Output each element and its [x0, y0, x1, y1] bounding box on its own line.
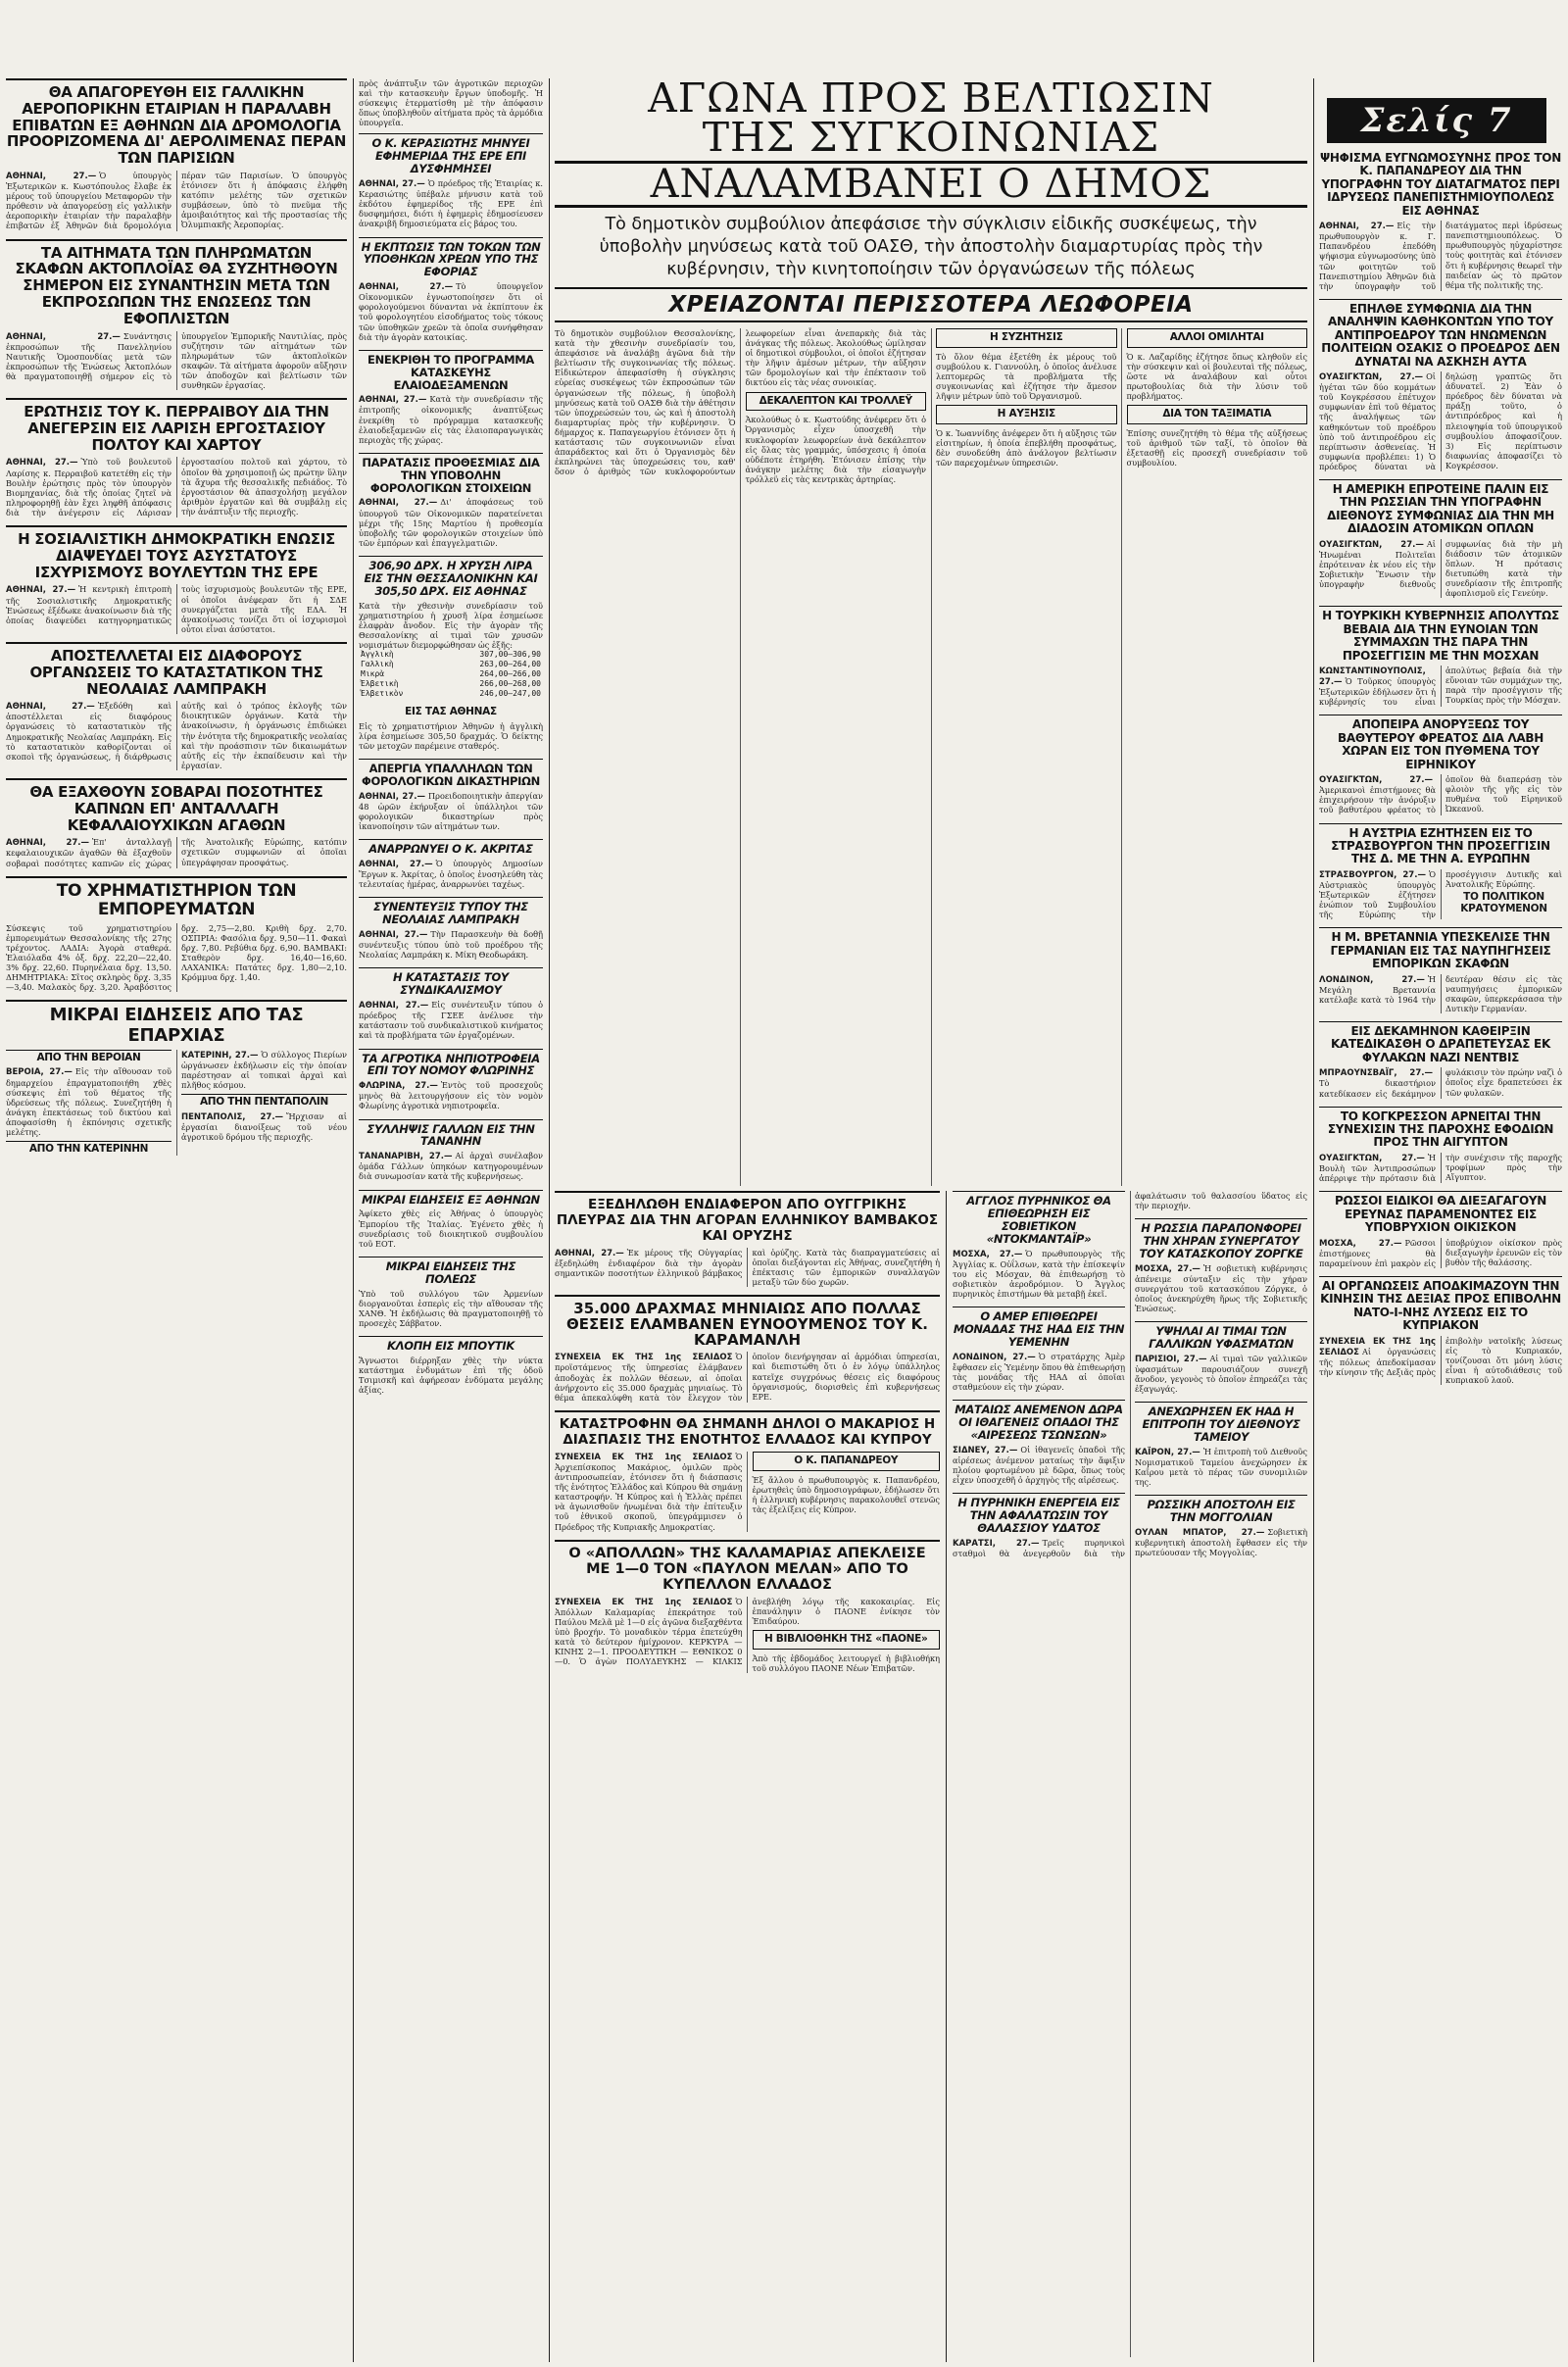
article-headline: ΜΑΤΑΙΩΣ ΑΝΕΜΕΝΟΝ ΔΩΡΑ ΟΙ ΙΘΑΓΕΝΕΙΣ ΟΠΑΔΟΙ ΤΗΣ «ΑΙΡΕΣΕΩΣ ΤΣΩΝΣΩΝ» [953, 1400, 1125, 1442]
article [359, 1336, 543, 1395]
article [1319, 823, 1562, 920]
article-headline: ΕΝΕΚΡΙΘΗ ΤΟ ΠΡΟΓΡΑΜΜΑ ΚΑΤΑΣΚΕΥΗΣ ΕΛΑΙΟΔΕΞΑΜΕΝΩΝ [359, 350, 543, 392]
gold-coin-price: 266,00—268,00 [479, 679, 541, 689]
article [1135, 1402, 1307, 1487]
article-body: ΜΠΡΑΟΥΝΣΒΑΪΓ, 27.—Τὸ δικαστήριον κατεδίκασεν εἰς δεκάμηνον φυλάκισιν τὸν πρώην ναζὶ ὁ ὁποῖος εἶχε δραπετεύσει ἐκ τῶν φυλακῶν. [1319, 1067, 1562, 1099]
article-body: ΑΘΗΝΑΙ, 27.— Ὁ ὑπουργὸς Ἐξωτερικῶν κ. Κωστόπουλος ἔλαβε ἐκ μέρους τοῦ ὑπουργείου Μεταφορῶν τὴν πρόθεσιν νὰ ἀπαγορεύσῃ εἰς γαλλικὴν ἀεροπορικὴν ἑταιρίαν τὴν παραλαβὴν ἐπιβατῶν ἐξ Ἀθηνῶν διὰ δρομολόγια πέραν τῶν Παρισίων. Ὁ ὑπουργὸς ἐτόνισεν ὅτι ἡ ἀπόφασις ἐλήφθη κατόπιν μελέτης τῶν σχετικῶν συμβάσεων, ὑπὸ τὸ πνεῦμα τῆς ἀμοιβαιότητος καὶ τῆς προστασίας τῆς Ὀλυμπιακῆς Ἀεροπορίας. [6, 170, 347, 231]
article [953, 1400, 1125, 1485]
article-body: ΑΘΗΝΑΙ, 27.— Εἰς συνέντευξιν τύπου ὁ πρόεδρος τῆς ΓΣΕΕ ἀνέλυσε τὴν κατάστασιν τοῦ συνδικαλιστικοῦ κινήματος καὶ τὰ προβλήματα τῶν ἐργαζομένων. [359, 1000, 543, 1041]
article-body: ΜΟΣΧΑ, 27.— Ρῶσσοι ἐπιστήμονες θὰ παραμείνουν ἐπὶ μακρὸν εἰς ὑποβρύχιον οἰκίσκον πρὸς διεξαγωγὴν ἐρευνῶν εἰς τὸν βυθὸν τῆς θαλάσσης. [1319, 1237, 1562, 1268]
article [359, 350, 543, 445]
gold-coin-price: 246,00—247,00 [479, 689, 541, 699]
article-body: ΑΘΗΝΑΙ, 27.— Ἐξεδόθη καὶ ἀποστέλλεται εἰς διαφόρους ὀργανώσεις τὸ καταστατικὸν τῆς Δημοκρατικῆς Νεολαίας Λαμπράκη. Εἰς τὸ καταστατικὸν καθορίζονται οἱ σκοποὶ τῆς ὀργανώσεως, ἡ διάρθρωσις αὐτῆς καὶ ὁ τρόπος ἐκλογῆς τῶν διοικητικῶν ὀργάνων. Κατὰ τὴν ἀνακοίνωσιν, ἡ ὀργάνωσις ἐπιδιώκει τὴν ἐνότητα τῆς δημοκρατικῆς νεολαίας καὶ τὴν προάσπισιν τῶν δικαιωμάτων αὐτῆς εἰς τὴν ἐκπαίδευσιν καὶ τὴν ἐργασίαν. [6, 701, 347, 770]
article-headline: Η ΣΟΣΙΑΛΙΣΤΙΚΗ ΔΗΜΟΚΡΑΤΙΚΗ ΕΝΩΣΙΣ ΔΙΑΨΕΥΔΕΙ ΤΟΥΣ ΑΣΥΣΤΑΤΟΥΣ ΙΣΧΥΡΙΣΜΟΥΣ ΒΟΥΛΕΥΤΩΝ ΤΗΣ ΕΡΕ [6, 525, 347, 580]
article [359, 839, 543, 889]
lead-subheadline: ΧΡΕΙΑΖΟΝΤΑΙ ΠΕΡΙΣΣΟΤΕΡΑ ΛΕΩΦΟΡΕΙΑ [555, 287, 1307, 322]
article [6, 78, 347, 231]
article-headline: ΨΗΦΙΣΜΑ ΕΥΓΝΩΜΟΣΥΝΗΣ ΠΡΟΣ ΤΟΝ Κ. ΠΑΠΑΝΔΡΕΟΥ ΔΙΑ ΤΗΝ ΥΠΟΓΡΑΦΗΝ ΤΟΥ ΔΙΑΤΑΓΜΑΤΟΣ ΠΕΡΙ ΙΔΡΥΣΕΩΣ ΠΑΝΕΠΙΣΤΗΜΙΟΥΠΟΛΕΩΣ ΕΙΣ ΑΘΗΝΑΣ [1320, 151, 1561, 218]
article [953, 1191, 1125, 1299]
article-subhead: Η ΒΙΒΛΙΟΘΗΚΗ ΤΗΣ «ΠΑΟΝΕ» [753, 1630, 941, 1650]
article [1319, 1021, 1562, 1099]
gold-price-row [359, 689, 543, 699]
article [359, 133, 543, 228]
column-rule [353, 78, 354, 2362]
article [1135, 1218, 1307, 1313]
article-headline: Η ΕΚΠΤΩΣΙΣ ΤΩΝ ΤΟΚΩΝ ΤΩΝ ΥΠΟΘΗΚΩΝ ΧΡΕΩΝ ΥΠΟ ΤΗΣ ΕΦΟΡΙΑΣ [359, 237, 543, 279]
article-headline: 306,90 ΔΡΧ. Η ΧΡΥΣΗ ΛΙΡΑ ΕΙΣ ΤΗΝ ΘΕΣΣΑΛΟΝΙΚΗΝ ΚΑΙ 305,50 ΔΡΧ. ΕΙΣ ΑΘΗΝΑΣ [359, 556, 543, 598]
article-headline: ΕΙΣ ΤΑΣ ΑΘΗΝΑΣ [405, 706, 497, 718]
article-body: ΟΥΑΣΙΓΚΤΩΝ, 27.— Ἡ Βουλὴ τῶν Ἀντιπροσώπων ἀπέρριψε τὴν πρότασιν διὰ τὴν συνέχισιν τῆς παροχῆς τροφίμων πρὸς τὴν Αἴγυπτον. [1319, 1152, 1562, 1184]
article-headline: ΜΙΚΡΑΙ ΕΙΔΗΣΕΙΣ ΤΗΣ ΠΟΛΕΩΣ [359, 1257, 543, 1286]
gold-coin-price: 263,00—264,00 [479, 660, 541, 669]
article [555, 1410, 940, 1532]
sub-headline: ΑΠΟ ΤΗΝ ΒΕΡΟΙΑΝ [6, 1050, 172, 1064]
article-body: ΣΥΝΕΧΕΙΑ ΕΚ ΤΗΣ 1ης ΣΕΛΙΔΟΣ Ὁ Ἀρχιεπίσκοπος Μακάριος, ὁμιλῶν πρὸς ἀντιπροσωπείαν, ἐτόνισεν ὅτι ἡ διάσπασις τῆς ἑνότητος Ἑλλάδος καὶ Κύπρου θὰ σημάνῃ καταστροφήν. Ἡ Κύπρος καὶ ἡ Ἑλλὰς πρέπει νὰ ἀγωνισθοῦν ἡνωμέναι διὰ τὴν ἐπίτευξιν τοῦ ἐθνικοῦ σκοποῦ, ὑπεγράμμισεν ὁ Πρόεδρος τῆς Κυπριακῆς Δημοκρατίας. Ο Κ. ΠΑΠΑΝΔΡΕΟΥ Ἐξ ἄλλου ὁ πρωθυπουργὸς κ. Παπανδρέου, ἐρωτηθεὶς ὑπὸ δημοσιογράφων, ἐδήλωσεν ὅτι ἡ ἑλληνικὴ κυβέρνησις παρακολουθεῖ στενῶς τὰς ἐξελίξεις εἰς Κύπρον. [555, 1451, 940, 1532]
page-number-masthead: Σελίς 7 [1327, 98, 1546, 143]
sub-body: ΚΑΤΕΡΙΝΗ, 27.— Ὁ σύλλογος Πιερίων ὠργάνωσεν ἐκδήλωσιν εἰς τὴν ὁποίαν παρέστησαν αἱ τοπικαὶ ἀρχαὶ καὶ πλῆθος κόσμου. [181, 1049, 347, 1090]
article-headline: ΕΠΗΛΘΕ ΣΥΜΦΩΝΙΑ ΔΙΑ ΤΗΝ ΑΝΑΛΗΨΙΝ ΚΑΘΗΚΟΝΤΩΝ ΥΠΟ ΤΟΥ ΑΝΤΙΠΡΟΕΔΡΟΥ ΤΩΝ ΗΝΩΜΕΝΩΝ ΠΟΛΙΤΕΙΩΝ ΟΣΑΚΙΣ Ο ΠΡΟΕΔΡΟΣ ΔΕΝ ΔΥΝΑΤΑΙ ΝΑ ΑΣΚΗΣΗ ΑΥΤΑ [1319, 299, 1562, 369]
article [359, 1257, 543, 1328]
article-headline: ΚΑΤΑΣΤΡΟΦΗΝ ΘΑ ΣΗΜΑΝΗ ΔΗΛΟΙ Ο ΜΑΚΑΡΙΟΣ Η ΔΙΑΣΠΑΣΙΣ ΤΗΣ ΕΝΟΤΗΤΟΣ ΕΛΛΑΔΟΣ ΚΑΙ ΚΥΠΡΟΥ [555, 1410, 940, 1448]
article-headline: ΤΟ ΚΟΓΚΡΕΣΣΟΝ ΑΡΝΕΙΤΑΙ ΤΗΝ ΣΥΝΕΧΙΣΙΝ ΤΗΣ ΠΑΡΟΧΗΣ ΕΦΟΔΙΩΝ ΠΡΟΣ ΤΗΝ ΑΙΓΥΠΤΟΝ [1319, 1107, 1562, 1150]
gold-price-row [359, 679, 543, 689]
article-headline: ΣΥΝΕΝΤΕΥΞΙΣ ΤΥΠΟΥ ΤΗΣ ΝΕΟΛΑΙΑΣ ΛΑΜΠΡΑΚΗ [359, 897, 543, 926]
article-headline: Η ΡΩΣΣΙΑ ΠΑΡΑΠΟΝΦΟΡΕΙ ΤΗΝ ΧΗΡΑΝ ΣΥΝΕΡΓΑΤΟΥ ΤΟΥ ΚΑΤΑΣΚΟΠΟΥ ΖΟΡΓΚΕ [1135, 1218, 1307, 1260]
foreign-news [953, 1191, 1307, 2357]
sub-body: ΠΕΝΤΑΠΟΛΙΣ, 27.— Ἤρχισαν αἱ ἐργασίαι διανοίξεως τοῦ νέου ἀγροτικοῦ δρόμου τῆς περιοχῆς. [181, 1110, 347, 1142]
article-subhead: ΤΟ ΠΟΛΙΤΙΚΟΝ ΚΡΑΤΟΥΜΕΝΟΝ [1460, 891, 1547, 914]
article-body: ΣΙΔΝΕΥ, 27.— Οἱ ἰθαγενεῖς ὀπαδοὶ τῆς αἱρέσεως ἀνέμενον ματαίως τὴν ἄφιξιν πλοίου φορτωμένου μὲ δῶρα, ὅπως τοὺς εἶχεν ὑποσχεθῆ ὁ ἀρχηγὸς τῆς αἱρέσεως. [953, 1444, 1125, 1485]
article-headline: Η ΤΟΥΡΚΙΚΗ ΚΥΒΕΡΝΗΣΙΣ ΑΠΟΛΥΤΩΣ ΒΕΒΑΙΑ ΔΙΑ ΤΗΝ ΕΥΝΟΙΑΝ ΤΩΝ ΣΥΜΜΑΧΩΝ ΤΗΣ ΠΑΡΑ ΤΗΝ ΠΡΟΣΕΓΓΙΣΙΝ ΜΕ ΤΗΝ ΜΟΣΧΑΝ [1319, 606, 1562, 663]
article-body: ΜΟΣΧΑ, 27.— Ὁ πρωθυπουργὸς τῆς Ἀγγλίας κ. Οὐΐλσων, κατὰ τὴν ἐπίσκεψίν του εἰς Μόσχαν, θὰ ἐπιθεωρήσῃ τὸ σοβιετικὸν ἀεροδρόμιον. Ὁ Ἄγγλος πυρηνικὸς ἐπιστήμων θὰ μεταβῇ ἐκεῖ. [953, 1248, 1125, 1299]
column-2 [359, 78, 543, 2362]
article [1319, 606, 1562, 707]
article-body: ΑΘΗΝΑΙ, 27.— Προειδοποιητικὴν ἀπεργίαν 48 ὡρῶν ἐκήρυξαν οἱ ὑπάλληλοι τῶν φορολογικῶν δικαστηρίων πρὸς ἱκανοποίησιν τῶν αἰτημάτων των. [359, 790, 543, 832]
article-body: ΟΥΛΑΝ ΜΠΑΤΟΡ, 27.— Σοβιετικὴ κυβερνητικὴ ἀποστολὴ ἔφθασεν εἰς τὴν πρωτεύουσαν τῆς Μογγολίας. [1135, 1527, 1307, 1558]
article-body: ΑΘΗΝΑΙ, 27.— Ἐπ' ἀνταλλαγῇ κεφαλαιουχικῶν ἀγαθῶν θὰ ἐξαχθοῦν σοβαραὶ ποσότητες καπνῶν εἰς χώρας τῆς Ἀνατολικῆς Εὐρώπης, κατόπιν σχετικῶν συμφωνιῶν αἱ ὁποῖαι ὑπεγράφησαν προσφάτως. [6, 837, 347, 868]
article-headline: ΕΞΕΔΗΛΩΘΗ ΕΝΔΙΑΦΕΡΟΝ ΑΠΟ ΟΥΓΓΡΙΚΗΣ ΠΛΕΥΡΑΣ ΔΙΑ ΤΗΝ ΑΓΟΡΑΝ ΕΛΛΗΝΙΚΟΥ ΒΑΜΒΑΚΟΣ ΚΑΙ ΟΡΥΖΗΣ [555, 1191, 940, 1244]
article [555, 1540, 940, 1673]
lead-headline-line-3: ΑΝΑΛΑΜΒΑΝΕΙ Ο ΔΗΜΟΣ [555, 161, 1307, 208]
article [359, 237, 543, 342]
article-headline: ΣΥΛΛΗΨΙΣ ΓΑΛΛΩΝ ΕΙΣ ΤΗΝ ΤΑΝΑΝΗΝ [359, 1119, 543, 1149]
article-headline: ΤΑ ΑΙΤΗΜΑΤΑ ΤΩΝ ΠΛΗΡΩΜΑΤΩΝ ΣΚΑΦΩΝ ΑΚΤΟΠΛΟΪΑΣ ΘΑ ΣΥΖΗΤΗΘΟΥΝ ΣΗΜΕΡΟΝ ΕΙΣ ΣΥΝΑΝΤΗΣΙΝ ΜΕΤΑ ΤΩΝ ΕΚΠΡΟΣΩΠΩΝ ΤΗΣ ΕΝΩΣΕΩΣ ΤΩΝ ΕΦΟΠΛΙΣΤΩΝ [6, 239, 347, 327]
column-4 [953, 1191, 1307, 2362]
article-body: ΚΑΪΡΟΝ, 27.— Ἡ ἐπιτροπὴ τοῦ Διεθνοῦς Νομισματικοῦ Ταμείου ἀνεχώρησεν ἐκ Καΐρου μετὰ τὸ πέρας τῶν συνομιλιῶν της. [1135, 1447, 1307, 1488]
gold-coin-price: 264,00—266,00 [479, 669, 541, 679]
lead-subhead: Η ΑΥΞΗΣΙΣ [936, 405, 1117, 424]
article-body: ΑΘΗΝΑΙ, 27.— Εἰς τὴν πρωθυπουργὸν κ. Γ. Παπανδρέου ἐπεδόθη ψήφισμα εὐγνωμοσύνης ὑπὸ τῶν φοιτητῶν τοῦ Πανεπιστημίου Ἀθηνῶν διὰ τὴν ὑπογραφὴν τοῦ διατάγματος περὶ ἱδρύσεως πανεπιστημιουπόλεως. Ὁ πρωθυπουργὸς ηὐχαρίστησε τοὺς φοιτητὰς καὶ ἐτόνισεν ὅτι ἡ κυβέρνησις θεωρεῖ τὴν παιδείαν ὡς τὸ πρῶτον θέμα τῆς πολιτικῆς της. [1319, 221, 1562, 291]
article [1319, 715, 1562, 814]
gold-coin-name: Ἐλβετικὴ [361, 679, 399, 689]
article [1319, 149, 1562, 291]
article-body: ΣΥΝΕΧΕΙΑ ΕΚ ΤΗΣ 1ης ΣΕΛΙΔΟΣ Αἱ ὀργανώσεις τῆς πόλεως ἀπεδοκίμασαν τὴν κίνησιν τῆς Δεξιᾶς πρὸς ἐπιβολὴν νατοϊκῆς λύσεως εἰς τὸ Κυπριακόν, τονίζουσαι ὅτι μόνη λύσις εἶναι ἡ αὐτοδιάθεσις τοῦ κυπριακοῦ λαοῦ. [1319, 1335, 1562, 1385]
article [953, 1307, 1125, 1392]
article-headline: ΤΟ ΧΡΗΜΑΤΙΣΤΗΡΙΟΝ ΤΩΝ ΕΜΠΟΡΕΥΜΑΤΩΝ [6, 876, 347, 919]
article-headline: ΑΝΑΡΡΩΝΥΕΙ Ο Κ. ΑΚΡΙΤΑΣ [359, 839, 543, 856]
article-headline: ΑΝΕΧΩΡΗΣΕΝ ΕΚ ΗΑΔ Η ΕΠΙΤΡΟΠΗ ΤΟΥ ΔΙΕΘΝΟΥΣ ΤΑΜΕΙΟΥ [1135, 1402, 1307, 1444]
article [1319, 1191, 1562, 1268]
article-body: Εἰς τὸ χρηματιστήριον Ἀθηνῶν ἡ ἀγγλικὴ λίρα ἐσημείωσε 305,50 δραχμάς. Ὁ δείκτης τῶν μετοχῶν παρέμεινε σταθερός. [359, 720, 543, 751]
article-body: ΣΥΝΕΧΕΙΑ ΕΚ ΤΗΣ 1ης ΣΕΛΙΔΟΣ Ὁ προϊστάμενος τῆς ὑπηρεσίας ἐλάμβανεν ἀποδοχὰς ἐκ πολλῶν θέσεων, αἱ ὁποῖαι ἀνήρχοντο εἰς 35.000 δραχμὰς μηνιαίως. Τὸ θέμα ἀπεκαλύφθη κατὰ τὸν ἔλεγχον τὸν ὁποῖον διενήργησαν αἱ ἁρμόδιαι ὑπηρεσίαι, καὶ διεπιστώθη ὅτι ὁ ἐν λόγῳ ὑπάλληλος κατεῖχε συγχρόνως θέσεις εἰς διαφόρους ὀργανισμούς, διορισθεὶς ἐπὶ κυβερνήσεως ΕΡΕ. [555, 1352, 940, 1403]
article [359, 967, 543, 1040]
article-body: ΑΘΗΝΑΙ, 27.— Δι' ἀποφάσεως τοῦ ὑπουργοῦ τῶν Οἰκονομικῶν παρατείνεται μέχρι τῆς 15ης Μαρτίου ἡ προθεσμία ὑποβολῆς τῶν φορολογικῶν στοιχείων ὑπὸ τῶν ἐμπόρων καὶ ἐπαγγελματιῶν. [359, 497, 543, 548]
column-5 [1319, 149, 1562, 2362]
article [555, 1295, 940, 1402]
article-headline: Η ΚΑΤΑΣΤΑΣΙΣ ΤΟΥ ΣΥΝΔΙΚΑΛΙΣΜΟΥ [359, 967, 543, 997]
article [1135, 1495, 1307, 1557]
column-rule [549, 78, 550, 2362]
article-headline: ΠΑΡΑΤΑΣΙΣ ΠΡΟΘΕΣΜΙΑΣ ΔΙΑ ΤΗΝ ΥΠΟΒΟΛΗΝ ΦΟΡΟΛΟΓΙΚΩΝ ΣΤΟΙΧΕΙΩΝ [359, 453, 543, 495]
article-body: ΑΘΗΝΑΙ, 27.— Ὑπὸ τοῦ βουλευτοῦ Λαρίσης κ. Περραιβοῦ κατετέθη εἰς τὴν Βουλὴν ἐρώτησις πρὸς τὸν ὑπουργὸν Βιομηχανίας, διὰ τῆς ὁποίας ζητεῖ νὰ πληροφορηθῇ ἐὰν ἔχει ληφθῆ ἀπόφασις διὰ τὴν ἀνέγερσιν εἰς Λάρισαν ἐργοστασίου πολτοῦ καὶ χάρτου, τὸ ὁποῖον θὰ χρησιμοποιῇ ὡς πρώτην ὕλην τὰ ἄχυρα τῆς θεσσαλικῆς πεδιάδος. Τὸ ἐργοστάσιον θὰ ἀπασχολήσῃ μεγάλον ἀριθμὸν ἐργατῶν καὶ θὰ συμβάλῃ εἰς τὴν ἀνάπτυξιν τῆς περιοχῆς. [6, 457, 347, 518]
article [1135, 1321, 1307, 1394]
article [359, 1119, 543, 1182]
gold-coin-price: 307,00—306,90 [479, 650, 541, 660]
article-headline: ΘΑ ΕΞΑΧΘΟΥΝ ΣΟΒΑΡΑΙ ΠΟΣΟΤΗΤΕΣ ΚΑΠΝΩΝ ΕΠ' ΑΝΤΑΛΛΑΓΗ ΚΕΦΑΛΑΙΟΥΧΙΚΩΝ ΑΓΑΘΩΝ [6, 778, 347, 833]
article-headline: Ο Κ. ΚΕΡΑΣΙΩΤΗΣ ΜΗΝΥΕΙ ΕΦΗΜΕΡΙΔΑ ΤΗΣ ΕΡΕ ΕΠΙ ΔΥΣΦΗΜΗΣΕΙ [359, 133, 543, 175]
article-headline: Η Μ. ΒΡΕΤΑΝΝΙΑ ΥΠΕΣΚΕΛΙΣΕ ΤΗΝ ΓΕΡΜΑΝΙΑΝ ΕΙΣ ΤΑΣ ΝΑΥΠΗΓΗΣΕΙΣ ΕΜΠΟΡΙΚΩΝ ΣΚΑΦΩΝ [1319, 927, 1562, 970]
article-body: ΑΘΗΝΑΙ, 27.— Κατὰ τὴν συνεδρίασιν τῆς ἐπιτροπῆς οἰκονομικῆς ἀναπτύξεως ἐνεκρίθη τὸ πρόγραμμα κατασκευῆς ἐλαιοδεξαμενῶν εἰς τὰς ἐλαιοπαραγωγικὰς περιοχὰς τῆς χώρας. [359, 394, 543, 445]
article-headline: ΑΠΟΠΕΙΡΑ ΑΝΟΡΥΞΕΩΣ ΤΟΥ ΒΑΘΥΤΕΡΟΥ ΦΡΕΑΤΟΣ ΔΙΑ ΛΑΒΗ ΧΩΡΑΝ ΕΙΣ ΤΟΝ ΠΥΘΜΕΝΑ ΤΟΥ ΕΙΡΗΝΙΚΟΥ [1319, 715, 1562, 771]
article [1319, 927, 1562, 1013]
article-headline: Ο ΑΜΕΡ ΕΠΙΘΕΩΡΕΙ ΜΟΝΑΔΑΣ ΤΗΣ ΗΑΔ ΕΙΣ ΤΗΝ ΥΕΜΕΝΗΝ [953, 1307, 1125, 1349]
article [6, 239, 347, 391]
gold-coin-name: Ἑλβετικὸν [361, 689, 404, 699]
center-lower-left [555, 1191, 940, 2362]
lead-story [555, 78, 1307, 1186]
gold-price-row [359, 660, 543, 669]
article-body: ΛΟΝΔΙΝΟΝ, 27.— Ὁ στρατάρχης Ἀμὲρ ἔφθασεν εἰς Ὑεμένην ὅπου θὰ ἐπιθεωρήσῃ τὰς μονάδας τῆς ΗΑΔ αἱ ὁποῖαι σταθμεύουν εἰς τὴν χώραν. [953, 1351, 1125, 1392]
article-body: Ἀφίκετο χθὲς εἰς Ἀθήνας ὁ ὑπουργὸς Ἐμπορίου τῆς Ἰταλίας. Ἐγένετο χθὲς ἡ συνεδρίασις τοῦ διοικητικοῦ συμβουλίου τοῦ ΕΟΤ. [359, 1208, 543, 1249]
article [359, 897, 543, 960]
article [1319, 1276, 1562, 1385]
article-headline: ΑΓΓΛΟΣ ΠΥΡΗΝΙΚΟΣ ΘΑ ΕΠΙΘΕΩΡΗΣΗ ΕΙΣ ΣΟΒΙΕΤΙΚΟΝ «ΝΤΟΚΜΑΝΤΑΪΡ» [953, 1191, 1125, 1246]
article-body: ΚΩΝΣΤΑΝΤΙΝΟΥΠΟΛΙΣ, 27.— Ὁ Τοῦρκος ὑπουργὸς Ἐξωτερικῶν ἐδήλωσεν ὅτι ἡ κυβέρνησίς του εἶναι ἀπολύτως βεβαία διὰ τὴν εὔνοιαν τῶν συμμάχων της, παρὰ τὴν προσέγγισιν τῆς Τουρκίας πρὸς τὴν Μόσχαν. [1319, 666, 1562, 708]
article-body: ΑΘΗΝΑΙ, 27.— Ὁ ὑπουργὸς Δημοσίων Ἔργων κ. Ἀκρίτας, ὁ ὁποῖος ἐνοσηλεύθη τὰς τελευταίας ἡμέρας, ἀναρρωνύει ταχέως. [359, 859, 543, 890]
article-body: ΑΘΗΝΑΙ, 27.— Ἡ κεντρικὴ ἐπιτροπὴ τῆς Σοσιαλιστικῆς Δημοκρατικῆς Ἑνώσεως ἐξέδωκε ἀνακοίνωσιν διὰ τῆς ὁποίας διαψεύδει κατηγορηματικῶς τοὺς ἰσχυρισμοὺς βουλευτῶν τῆς ΕΡΕ, οἱ ὁποῖοι ἀνέφεραν ὅτι ἡ ΣΔΕ συνεργάζεται μετὰ τῆς ΕΔΑ. Ἡ ἀνακοίνωσις τονίζει ὅτι οἱ ἰσχυρισμοὶ οὗτοι εἶναι ἀσύστατοι. [6, 584, 347, 634]
gold-coin-name: Γαλλικὴ [361, 660, 394, 669]
article-headline: ΥΨΗΛΑΙ ΑΙ ΤΙΜΑΙ ΤΩΝ ΓΑΛΛΙΚΩΝ ΥΦΑΣΜΑΤΩΝ [1135, 1321, 1307, 1351]
article [359, 556, 543, 699]
article-body: ΚΑΡΑΤΣΙ, 27.— Τρεῖς πυρηνικοὶ σταθμοὶ θὰ ἀνεγερθοῦν διὰ τὴν ἀφαλάτωσιν τοῦ θαλασσίου ὕδατος εἰς τὴν περιοχήν. [953, 1191, 1307, 1558]
article-headline: ΜΙΚΡΑΙ ΕΙΔΗΣΕΙΣ ΕΞ ΑΘΗΝΩΝ [359, 1190, 543, 1207]
article [359, 707, 543, 751]
article [1319, 1107, 1562, 1184]
section [6, 1000, 347, 1155]
article-body: ΟΥΑΣΙΓΚΤΩΝ, 27.—Ἀμερικανοὶ ἐπιστήμονες θὰ ἐπιχειρήσουν τὴν ἀνόρυξιν τοῦ βαθυτέρου φρέατος τὸ ὁποῖον θὰ διαπεράσῃ τὸν φλοιὸν τῆς γῆς εἰς τὸν πυθμένα τοῦ Εἰρηνικοῦ Ὠκεανοῦ. [1319, 774, 1562, 815]
article-headline: Ο «ΑΠΟΛΛΩΝ» ΤΗΣ ΚΑΛΑΜΑΡΙΑΣ ΑΠΕΚΛΕΙΣΕ ΜΕ 1—0 ΤΟΝ «ΠΑΥΛΟΝ ΜΕΛΑΝ» ΑΠΟ ΤΟ ΚΥΠΕΛΛΟΝ ΕΛΛΑΔΟΣ [555, 1540, 940, 1593]
section-body [6, 1050, 347, 1156]
lead-subhead: ΑΛΛΟΙ ΟΜΙΛΗΤΑΙ [1127, 328, 1308, 348]
article-headline: Η ΑΜΕΡΙΚΗ ΕΠΡΟΤΕΙΝΕ ΠΑΛΙΝ ΕΙΣ ΤΗΝ ΡΩΣΣΙΑΝ ΤΗΝ ΥΠΟΓΡΑΦΗΝ ΔΙΕΘΝΟΥΣ ΣΥΜΦΩΝΙΑΣ ΔΙΑ ΤΗΝ ΜΗ ΔΙΑΔΟΣΙΝ ΑΤΟΜΙΚΩΝ ΟΠΛΩΝ [1319, 479, 1562, 536]
article [359, 759, 543, 831]
article-body: ΟΥΑΣΙΓΚΤΩΝ, 27.— Αἱ Ἡνωμέναι Πολιτεῖαι ἐπρότειναν ἐκ νέου εἰς τὴν Σοβιετικὴν Ἕνωσιν τὴν ὑπογραφὴν διεθνοῦς συμφωνίας διὰ τὴν μὴ διάδοσιν τῶν ἀτομικῶν ὅπλων. Ἡ πρότασις διετυπώθη κατὰ τὴν συνεδρίασιν τῆς ἐπιτροπῆς ἀφοπλισμοῦ εἰς Γενεύην. [1319, 538, 1562, 599]
lead-body: Τὸ δημοτικὸν συμβούλιον Θεσσαλονίκης, κατὰ τὴν χθεσινὴν συνεδρίασίν του, ἀπεφάσισε νὰ ἀναλάβῃ ἀγῶνα διὰ τὴν βελτίωσιν τῆς συγκοινωνίας τῆς πόλεως. Εἰδικώτερον ἀπεφασίσθη ἡ σύγκλησις εὐρείας συσκέψεως τῶν ἐκπροσώπων τῶν ὀργανώσεων τῆς πόλεως, ἡ ὑποβολὴ μηνύσεως κατὰ τοῦ ΟΑΣΘ διὰ τὴν ἀθέτησιν τῶν ὑποχρεώσεών του, ὡς καὶ ἡ ἀποστολὴ διαμαρτυρίας πρὸς τὴν κυβέρνησιν. Ὁ δήμαρχος κ. Παπαγεωργίου ἐτόνισεν ὅτι ἡ κατάστασις τῶν συγκοινωνιῶν εἶναι ἀπαράδεκτος καὶ ὅτι ὁ Ὀργανισμὸς δὲν ἐκπληρώνει τὰς ὑποχρεώσεις του, καθ' ὅσον ὁ ἀριθμὸς τῶν κυκλοφορούντων λεωφορείων εἶναι ἀνεπαρκὴς διὰ τὰς ἀνάγκας τῆς πόλεως. Ἀκολούθως ὡμίλησαν οἱ δημοτικοὶ σύμβουλοι, οἱ ὁποῖοι ἐζήτησαν τὴν λῆψιν ἀμέσων μέτρων, τὴν αὔξησιν τῶν δρομολογίων καὶ τὴν ἐπέκτασιν τοῦ δικτύου εἰς τὰς νέας συνοικίας. ΔΕΚΑΛΕΠΤΟΝ ΚΑΙ ΤΡΟΛΛΕΫ Ἀκολούθως ὁ κ. Κωστούδης ἀνέφερεν ὅτι ὁ Ὀργανισμὸς εἶχεν ὑποσχεθῆ τὴν κυκλοφορίαν λεωφορείων ἀνὰ δεκάλεπτον εἰς ὅλας τὰς γραμμάς, ὑπόσχεσις ἡ ὁποία οὐδέποτε ἐτηρήθη. Ἐτόνισεν ἐπίσης τὴν ἀνάγκην μελέτης διὰ τὴν εἰσαγωγὴν τρόλλεϋ εἰς τὰς κεντρικὰς ἀρτηρίας. Η ΣΥΖΗΤΗΣΙΣ Τὸ ὅλον θέμα ἐξετέθη ἐκ μέρους τοῦ συμβούλου κ. Γιαννούλη, ὁ ὁποῖος ἀνέλυσε λεπτομερῶς τὰ προβλήματα τῆς συγκοινωνίας καὶ ἐζήτησε τὴν ἄμεσον λῆψιν μέτρων ὑπὸ τοῦ Ὀργανισμοῦ. Η ΑΥΞΗΣΙΣ Ὁ κ. Ἰωαννίδης ἀνέφερεν ὅτι ἡ αὔξησις τῶν εἰσιτηρίων, ἡ ὁποία ἐπεβλήθη προσφάτως, δὲν συνοδεύθη ἀπὸ ἀνάλογον βελτίωσιν τῶν παρεχομένων ὑπηρεσιῶν. ΑΛΛΟΙ ΟΜΙΛΗΤΑΙ Ὁ κ. Λαζαρίδης ἐζήτησε ὅπως κληθοῦν εἰς τὴν σύσκεψιν καὶ οἱ βουλευταὶ τῆς πόλεως, ὥστε νὰ ἀναλάβουν καὶ οὗτοι πρωτοβουλίας διὰ τὴν λύσιν τοῦ προβλήματος. ΔΙΑ ΤΟΝ ΤΑΞΙΜΑΤΙΑ Ἐπίσης συνεζητήθη τὸ θέμα τῆς αὐξήσεως τοῦ ἀριθμοῦ τῶν ταξί, τὸ ὁποῖον θὰ ἐξετασθῇ εἰς προσεχῆ συνεδρίασιν τοῦ συμβουλίου. [555, 328, 1307, 484]
article-body: ΑΘΗΝΑΙ, 27.— Τὴν Παρασκευὴν θὰ δοθῇ συνέντευξις τύπου ὑπὸ τοῦ προέδρου τῆς Νεολαίας Λαμπράκη κ. Μίκη Θεοδωράκη. [359, 929, 543, 961]
column-1 [6, 78, 347, 2362]
section-headline: ΜΙΚΡΑΙ ΕΙΔΗΣΕΙΣ ΑΠΟ ΤΑΣ ΕΠΑΡΧΙΑΣ [6, 1000, 347, 1045]
article [359, 453, 543, 548]
article-headline: ΑΙ ΟΡΓΑΝΩΣΕΙΣ ΑΠΟΔΚΙΜΑΖΟΥΝ ΤΗΝ ΚΙΝΗΣΙΝ ΤΗΣ ΔΕΞΙΑΣ ΠΡΟΣ ΕΠΙΒΟΛΗΝ ΝΑΤΟ-Ι-ΝΗΣ ΛΥΣΕΩΣ ΕΙΣ ΤΟ ΚΥΠΡΙΑΚΟΝ [1319, 1276, 1562, 1333]
article-subhead: Ο Κ. ΠΑΠΑΝΔΡΕΟΥ [753, 1452, 941, 1471]
article-headline: ΕΡΩΤΗΣΙΣ ΤΟΥ Κ. ΠΕΡΡΑΙΒΟΥ ΔΙΑ ΤΗΝ ΑΝΕΓΕΡΣΙΝ ΕΙΣ ΛΑΡΙΣΗ ΕΡΓΟΣΤΑΣΙΟΥ ΠΟΛΤΟΥ ΚΑΙ ΧΑΡΤΟΥ [6, 398, 347, 453]
article-body: Ὑπὸ τοῦ συλλόγου τῶν Ἀρμενίων διοργανοῦται ἑσπερὶς εἰς τὴν αἴθουσαν τῆς ΧΑΝΘ. Ἡ ἐκδήλωσις θὰ πραγματοποιηθῇ τὸ προσεχὲς Σάββατον. [359, 1288, 543, 1328]
article-body: Ἄγνωστοι διέρρηξαν χθὲς τὴν νύκτα κατάστημα ἐνδυμάτων ἐπὶ τῆς ὁδοῦ Τσιμισκῆ καὶ ἀφήρεσαν ἐνδύματα μεγάλης ἀξίας. [359, 1355, 543, 1396]
article [6, 398, 347, 518]
article-body: ΤΑΝΑΝΑΡΙΒΗ, 27.— Αἱ ἀρχαὶ συνέλαβον ὁμάδα Γάλλων ὑπηκόων κατηγορουμένων διὰ συνωμοσίαν κατὰ τῆς κυβερνήσεως. [359, 1151, 543, 1182]
article [6, 642, 347, 770]
article-body: ΦΛΩΡΙΝΑ, 27.— Ἐντὸς τοῦ προσεχοῦς μηνὸς θὰ λειτουργήσουν εἰς τὸν νομὸν Φλωρίνης ἀγροτικὰ νηπιοτροφεῖα. [359, 1080, 543, 1111]
column-rule [946, 1191, 947, 2362]
article-headline: ΡΩΣΣΙΚΗ ΑΠΟΣΤΟΛΗ ΕΙΣ ΤΗΝ ΜΟΓΓΟΛΙΑΝ [1135, 1495, 1307, 1524]
article-body: ΟΥΑΣΙΓΚΤΩΝ, 27.— Οἱ ἡγέται τῶν δύο κομμάτων τοῦ Κογκρέσσου ἐπέτυχον συμφωνίαν ἐπὶ τοῦ θέματος τῆς ἀναλήψεως τῶν καθηκόντων τοῦ προέδρου ὑπὸ τοῦ ἀντιπροέδρου εἰς περίπτωσιν ἀσθενείας. Ἡ συμφωνία προβλέπει: 1) Ὁ πρόεδρος δύναται νὰ δηλώσῃ γραπτῶς ὅτι ἀδυνατεῖ. 2) Ἐὰν ὁ πρόεδρος δὲν δύναται νὰ πράξῃ τοῦτο, ὁ ἀντιπρόεδρος καὶ ἡ πλειοψηφία τοῦ ὑπουργικοῦ συμβουλίου ἀποφασίζουν. 3) Εἰς περίπτωσιν διαφωνίας ἀποφασίζει τὸ Κογκρέσσον. [1319, 371, 1562, 471]
article [6, 525, 347, 634]
article-body: ΠΑΡΙΣΙΟΙ, 27.— Αἱ τιμαὶ τῶν γαλλικῶν ὑφασμάτων παρουσιάζουν συνεχῆ ἄνοδον, γεγονὸς τὸ ὁποῖον ἐπηρεάζει τὰς ἐξαγωγάς. [1135, 1354, 1307, 1395]
article [6, 778, 347, 868]
article-body: Κατὰ τὴν χθεσινὴν συνεδρίασιν τοῦ χρηματιστηρίου ἡ χρυσῆ λίρα ἐσημείωσε ἐλαφρὰν ἄνοδον. Εἰς τὴν ἀγορὰν τῆς Θεσσαλονίκης αἱ τιμαὶ τῶν χρυσῶν νομισμάτων διεμορφώθησαν ὡς ἑξῆς: [359, 600, 543, 650]
article-headline: ΤΑ ΑΓΡΟΤΙΚΑ ΝΗΠΙΟΤΡΟΦΕΙΑ ΕΠΙ ΤΟΥ ΝΟΜΟΥ ΦΛΩΡΙΝΗΣ [359, 1049, 543, 1078]
article-headline: ΑΠΕΡΓΙΑ ΥΠΑΛΛΗΛΩΝ ΤΩΝ ΦΟΡΟΛΟΓΙΚΩΝ ΔΙΚΑΣΤΗΡΙΩΝ [359, 759, 543, 788]
article-headline: ΑΠΟΣΤΕΛΛΕΤΑΙ ΕΙΣ ΔΙΑΦΟΡΟΥΣ ΟΡΓΑΝΩΣΕΙΣ ΤΟ ΚΑΤΑΣΤΑΤΙΚΟΝ ΤΗΣ ΝΕΟΛΑΙΑΣ ΛΑΜΠΡΑΚΗ [6, 642, 347, 697]
article-body: ΣΤΡΑΣΒΟΥΡΓΟΝ, 27.— Ὁ Αὐστριακὸς ὑπουργὸς Ἐξωτερικῶν ἐζήτησεν ἐνώπιον τοῦ Συμβουλίου τῆς Εὐρώπης τὴν προσέγγισιν Δυτικῆς καὶ Ἀνατολικῆς Εὐρώπης. ΤΟ ΠΟΛΙΤΙΚΟΝ ΚΡΑΤΟΥΜΕΝΟΝ [1319, 868, 1562, 920]
sub-headline: ΑΠΟ ΤΗΝ ΚΑΤΕΡΙΝΗΝ [6, 1141, 172, 1156]
article [1319, 299, 1562, 471]
article-headline: Η ΠΥΡΗΝΙΚΗ ΕΝΕΡΓΕΙΑ ΕΙΣ ΤΗΝ ΑΦΑΛΑΤΩΣΙΝ ΤΟΥ ΘΑΛΑΣΣΙΟΥ ΥΔΑΤΟΣ [953, 1493, 1125, 1535]
article-body: ΑΘΗΝΑΙ, 27.— Ἐκ μέρους τῆς Οὐγγαρίας ἐξεδηλώθη ἐνδιαφέρον διὰ τὴν ἀγορὰν σημαντικῶν ποσοτήτων ἑλληνικοῦ βάμβακος καὶ ὀρύζης. Κατὰ τὰς διαπραγματεύσεις αἱ ὁποῖαι διεξάγονται εἰς Ἀθήνας, συνεζητήθη ἡ ἐπέκτασις τῶν ἐμπορικῶν συναλλαγῶν μεταξὺ τῶν δύο χωρῶν. [555, 1248, 940, 1288]
article-headline: ΚΛΟΠΗ ΕΙΣ ΜΠΟΥΤΙΚ [359, 1336, 543, 1353]
article [555, 1191, 940, 1287]
sub-body: ΒΕΡΟΙΑ, 27.— Εἰς τὴν αἴθουσαν τοῦ δημαρχείου ἐπραγματοποιήθη χθὲς σύσκεψις ἐπὶ τοῦ θέματος τῆς ὑδρεύσεως τῆς πόλεως. Συνεζητήθη ἡ ἀνάγκη ἐπεκτάσεως τοῦ δικτύου καὶ ἀποφασίσθη ἡ ἐκπόνησις σχετικῆς μελέτης. [6, 1066, 172, 1137]
article-headline: 35.000 ΔΡΑΧΜΑΣ ΜΗΝΙΑΙΩΣ ΑΠΟ ΠΟΛΛΑΣ ΘΕΣΕΙΣ ΕΛΑΜΒΑΝΕΝ ΕΥΝΟΟΥΜΕΝΟΣ ΤΟΥ Κ. ΚΑΡΑΜΑΝΛΗ [555, 1295, 940, 1348]
article-headline: ΕΙΣ ΔΕΚΑΜΗΝΟΝ ΚΑΘΕΙΡΞΙΝ ΚΑΤΕΔΙΚΑΣΘΗ Ο ΔΡΑΠΕΤΕΥΣΑΣ ΕΚ ΦΥΛΑΚΩΝ ΝΑΖΙ ΝΕΝΤΒΙΣ [1319, 1021, 1562, 1064]
lead-headline-line-1: ΑΓΩΝΑ ΠΡΟΣ ΒΕΛΤΙΩΣΙΝ [648, 78, 1214, 122]
article-body: ΑΘΗΝΑΙ, 27.— Συνάντησις ἐκπροσώπων τῆς Πανελληνίου Ναυτικῆς Ὁμοσπονδίας μετὰ τῶν ἐκπροσώπων τῆς Ἑνώσεως Ἀκτοπλόων θὰ πραγματοποιηθῇ σήμερον εἰς τὸ ὑπουργεῖον Ἐμπορικῆς Ναυτιλίας, πρὸς συζήτησιν τῶν αἰτημάτων τῶν πληρωμάτων τῶν ἀκτοπλοϊκῶν σκαφῶν. Τὰ αἰτήματα ἀφοροῦν αὔξησιν τῶν ἀποδοχῶν καὶ βελτίωσιν τῶν συνθηκῶν ἐργασίας. [6, 330, 347, 390]
article-body: Σύσκεψις τοῦ χρηματιστηρίου ἐμπορευμάτων Θεσσαλονίκης τῆς 27ης τρέχοντος. ΛΑΔΙΑ: Ἀγορὰ σταθερά. Ἐλαιόλαδα 4% ὀξ. δρχ. 22,20—22,40. 3% δρχ. 22,60. Πυρηνέλαια δρχ. 13,50. ΔΗΜΗΤΡΙΑΚΑ: Σῖτος σκληρὸς δρχ. 3,35—3,40. Μαλακὸς δρχ. 3,20. Ἀραβόσιτος δρχ. 2,75—2,80. Κριθὴ δρχ. 2,70. ΟΣΠΡΙΑ: Φασόλια δρχ. 9,50—11. Φακαὶ δρχ. 7,80. Ρεβύθια δρχ. 6,90. ΒΑΜΒΑΚΙ: Σταθερὸν δρχ. 16,40—16,60. ΛΑΧΑΝΙΚΑ: Πατάτες δρχ. 1,80—2,10. Κρόμμυα δρχ. 1,40. [6, 922, 347, 993]
gold-price-table [359, 650, 543, 699]
article-body: ΑΘΗΝΑΙ, 27.— Ὁ πρόεδρος τῆς Ἑταιρίας κ. Κερασιώτης ὑπέβαλε μήνυσιν κατὰ τοῦ ἐκδότου ἐφημερίδος τῆς ΕΡΕ ἐπὶ δυσφημήσει, διότι ἡ ἐφημερὶς ἐδημοσίευσεν ἀνακριβῆ δημοσιεύματα εἰς βάρος του. [359, 178, 543, 229]
lead-deck: Τὸ δημοτικὸν συμβούλιον ἀπεφάσισε τὴν σύγκλισιν εἰδικῆς συσκέψεως, τὴν ὑποβολὴν μηνύσεως κατὰ τοῦ ΟΑΣΘ, τὴν ἀποστολὴν διαμαρτυρίας πρὸς τὴν κυβέρνησιν, τὴν κινητοποίησιν τῶν ὀργανώσεων τῆς πόλεως [599, 215, 1263, 279]
article-body: ΣΥΝΕΧΕΙΑ ΕΚ ΤΗΣ 1ης ΣΕΛΙΔΟΣ Ὁ Ἀπόλλων Καλαμαρίας ἐπεκράτησε τοῦ Παύλου Μελᾶ μὲ 1—0 εἰς ἀγῶνα διεξαχθέντα ὑπὸ βροχήν. Τὸ μοναδικὸν τέρμα ἐπετεύχθη κατὰ τὸ δεύτερον ἡμίχρονον. ΚΕΡΚΥΡΑ — ΚΙΝΗΣ 2—1. ΠΡΟΟΔΕΥΤΙΚΗ — ΕΘΝΙΚΟΣ 0—0. Ὁ ἀγὼν ΠΟΛΥΔΕΥΚΗΣ — ΚΙΛΚΙΣ ἀνεβλήθη λόγῳ τῆς κακοκαιρίας. Εἰς ἐπανάληψιν ὁ ΠΑΟΝΕ ἐνίκησε τὸν Ἐπιδαύρου. Η ΒΙΒΛΙΟΘΗΚΗ ΤΗΣ «ΠΑΟΝΕ» Ἀπὸ τῆς ἑβδομάδος λειτουργεῖ ἡ βιβλιοθήκη τοῦ συλλόγου ΠΑΟΝΕ Νέων Ἐπιβατῶν. [555, 1596, 940, 1673]
lead-subhead: ΔΙΑ ΤΟΝ ΤΑΞΙΜΑΤΙΑ [1127, 405, 1308, 424]
article-headline: ΘΑ ΑΠΑΓΟΡΕΥΘΗ ΕΙΣ ΓΑΛΛΙΚΗΝ ΑΕΡΟΠΟΡΙΚΗΝ ΕΤΑΙΡΙΑΝ Η ΠΑΡΑΛΑΒΗ ΕΠΙΒΑΤΩΝ ΕΞ ΑΘΗΝΩΝ ΔΙΑ ΔΡΟΜΟΛΟΓΙΑ ΠΡΟΟΡΙΖΟΜΕΝΑ ΔΙ' ΑΕΡΟΛΙΜΕΝΑΣ ΠΕΡΑΝ ΤΩΝ ΠΑΡΙΣΙΩΝ [6, 78, 347, 167]
article-body: ΛΟΝΔΙΝΟΝ, 27.— Ἡ Μεγάλη Βρεταννία κατέλαβε κατὰ τὸ 1964 τὴν δευτέραν θέσιν εἰς τὰς ναυπηγήσεις ἐμπορικῶν σκαφῶν, ὑπερκεράσασα τὴν Δυτικὴν Γερμανίαν. [1319, 973, 1562, 1013]
gold-coin-name: Μικρὰ [361, 669, 385, 679]
article-body: ΑΘΗΝΑΙ, 27.— Τὸ ὑπουργεῖον Οἰκονομικῶν ἐγνωστοποίησεν ὅτι οἱ φορολογούμενοι δύνανται νὰ ἐκπίπτουν ἐκ τοῦ φορολογητέου εἰσοδήματος τοὺς τόκους τῶν ὑποθηκῶν χρεῶν τὰ ὁποῖα συνήφθησαν διὰ τὴν ἀγορὰν κατοικίας. [359, 281, 543, 342]
article-headline: Η ΑΥΣΤΡΙΑ ΕΖΗΤΗΣΕΝ ΕΙΣ ΤΟ ΣΤΡΑΣΒΟΥΡΓΟΝ ΤΗΝ ΠΡΟΣΕΓΓΙΣΙΝ ΤΗΣ Δ. ΜΕ ΤΗΝ Α. ΕΥΡΩΠΗΝ [1319, 823, 1562, 866]
article-continuation: πρὸς ἀνάπτυξιν τῶν ἀγροτικῶν περιοχῶν καὶ τὴν κατασκευὴν ἔργων ὑποδομῆς. Ἡ σύσκεψις ἐτερματίσθη μὲ τὴν ἀπόφασιν ὅπως ὑποβληθοῦν αἰτήματα πρὸς τὰ ἁρμόδια ὑπουργεῖα. [359, 78, 543, 128]
article-headline: ΡΩΣΣΟΙ ΕΙΔΙΚΟΙ ΘΑ ΔΙΕΞΑΓΑΓΟΥΝ ΕΡΕΥΝΑΣ ΠΑΡΑΜΕΝΟΝΤΕΣ ΕΙΣ ΥΠΟΒΡΥΧΙΟΝ ΟΙΚΙΣΚΟΝ [1319, 1191, 1562, 1234]
column-rule [1313, 78, 1314, 2362]
article [359, 1049, 543, 1111]
lead-subhead: ΔΕΚΑΛΕΠΤΟΝ ΚΑΙ ΤΡΟΛΛΕΫ [746, 392, 927, 412]
lead-headline-line-2: ΤΗΣ ΣΥΓΚΟΙΝΩΝΙΑΣ [702, 114, 1160, 161]
gold-price-row [359, 669, 543, 679]
lead-subhead: Η ΣΥΖΗΤΗΣΙΣ [936, 328, 1117, 348]
article [1319, 479, 1562, 598]
sub-headline: ΑΠΟ ΤΗΝ ΠΕΝΤΑΠΟΛΙΝ [181, 1094, 347, 1109]
article [6, 876, 347, 993]
article [359, 1190, 543, 1249]
gold-coin-name: Ἀγγλικὴ [361, 650, 394, 660]
article-body: ΜΟΣΧΑ, 27.— Ἡ σοβιετικὴ κυβέρνησις ἀπένειμε σύνταξιν εἰς τὴν χήραν συνεργάτου τοῦ κατασκόπου Ζόργκε, ὁ ὁποῖος ἀνεκηρύχθη ἥρως τῆς Σοβιετικῆς Ἑνώσεως. [1135, 1262, 1307, 1314]
gold-price-row [359, 650, 543, 660]
